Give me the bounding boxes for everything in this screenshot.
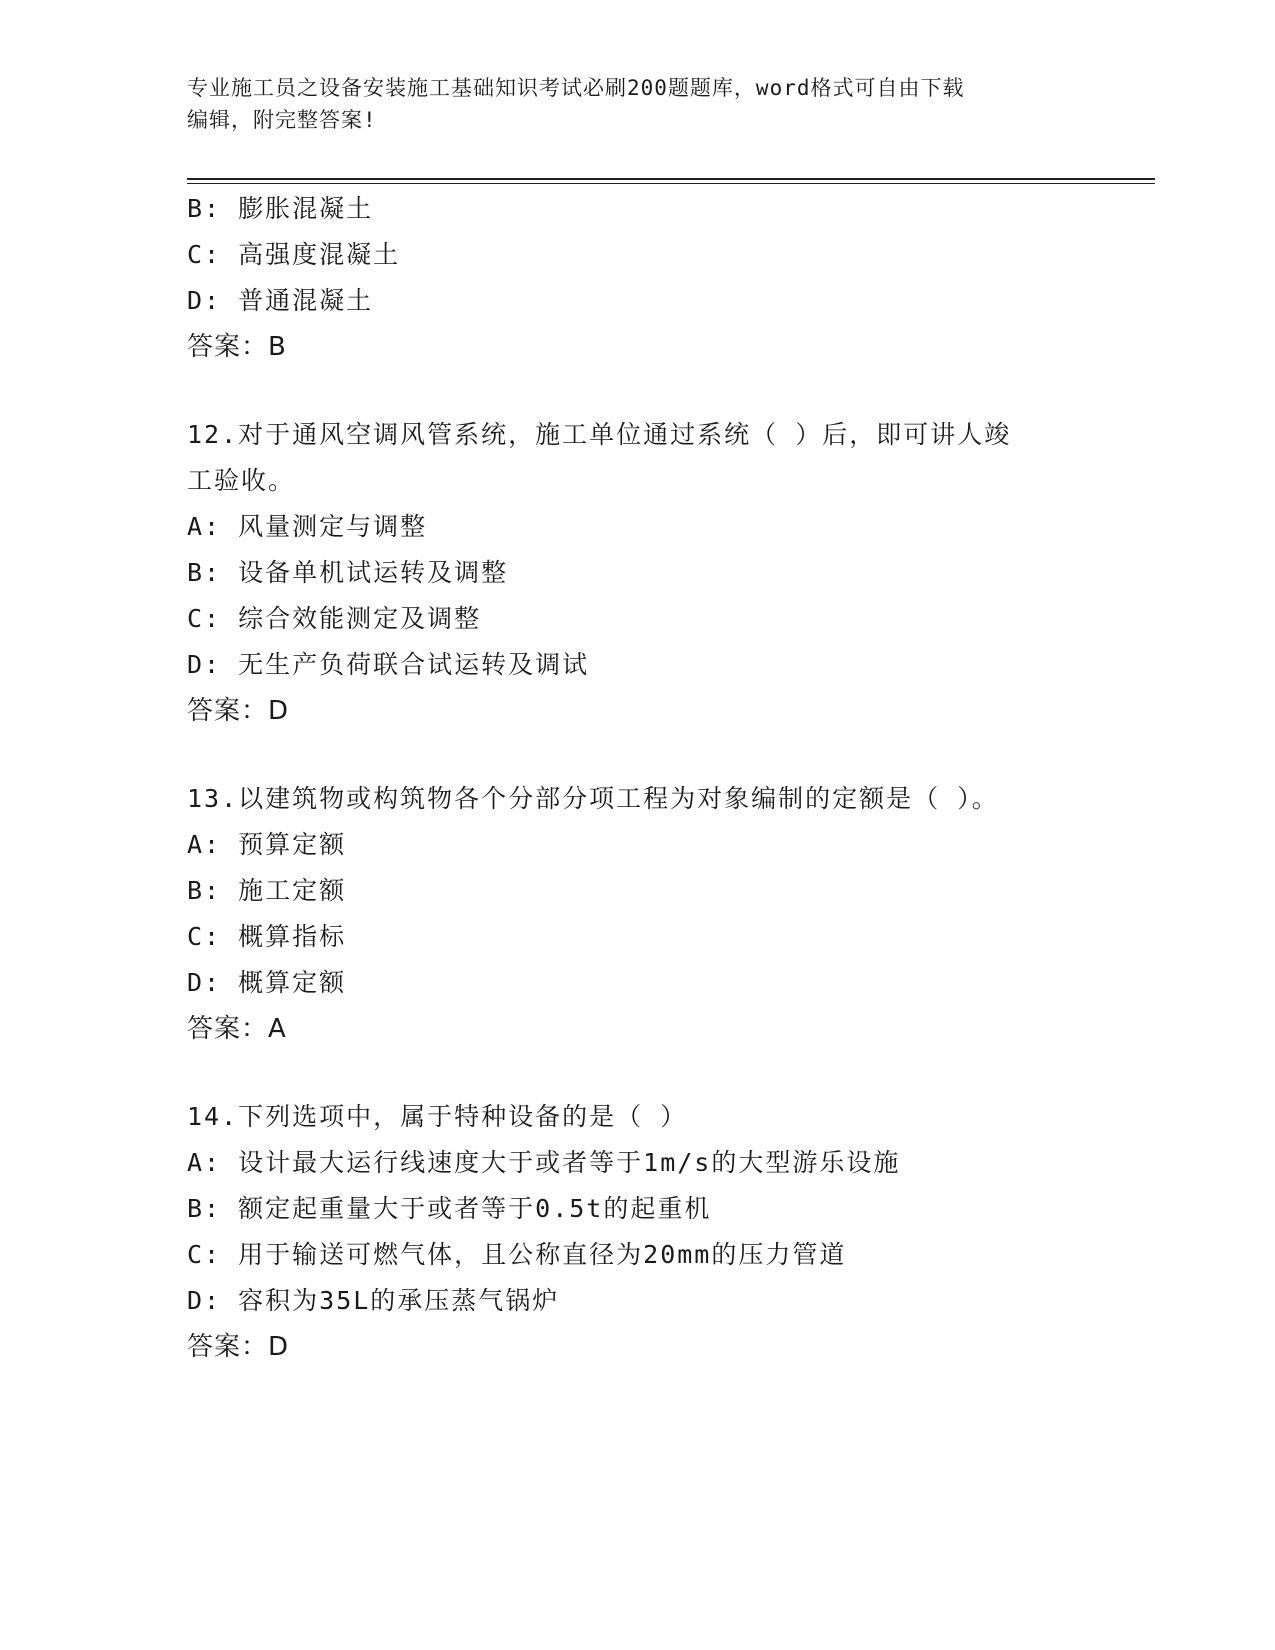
option-b: B: 膨胀混凝土 — [187, 194, 374, 223]
option-b: B: 施工定额 — [187, 876, 347, 905]
answer-line: 答案：D — [187, 696, 290, 726]
document-header — [187, 72, 1067, 136]
option-a: A: 设计最大运行线速度大于或者等于1m/s的大型游乐设施 — [187, 1148, 901, 1177]
question-stem-continued: 工验收。 — [187, 466, 296, 495]
option-d: D: 概算定额 — [187, 968, 347, 997]
option-a: A: 预算定额 — [187, 830, 347, 859]
header-divider — [187, 178, 1155, 180]
question-stem: 13.以建筑物或构筑物各个分部分项工程为对象编制的定额是（ ）。 — [187, 784, 999, 813]
header-line-2: 编辑，附完整答案! — [187, 108, 377, 132]
question-stem: 14.下列选项中，属于特种设备的是（ ） — [187, 1102, 688, 1131]
option-c: C: 综合效能测定及调整 — [187, 604, 482, 633]
option-b: B: 额定起重量大于或者等于0.5t的起重机 — [187, 1194, 712, 1223]
answer-line: 答案：D — [187, 1332, 290, 1362]
answer-line: 答案：B — [187, 332, 287, 362]
question-list — [187, 186, 1087, 1370]
header-line-1: 专业施工员之设备安装施工基础知识考试必刷200题题库，word格式可自由下载 — [187, 76, 965, 100]
question-11-fragment — [187, 186, 1087, 370]
option-d: D: 容积为35L的承压蒸气锅炉 — [187, 1286, 560, 1315]
option-a: A: 风量测定与调整 — [187, 512, 428, 541]
option-d: D: 普通混凝土 — [187, 286, 374, 315]
question-13 — [187, 776, 1087, 1052]
question-stem: 12.对于通风空调风管系统，施工单位通过系统（ ）后，即可讲人竣 — [187, 420, 1012, 449]
option-b: B: 设备单机试运转及调整 — [187, 558, 509, 587]
option-c: C: 用于输送可燃气体，且公称直径为20mm的压力管道 — [187, 1240, 847, 1269]
option-c: C: 概算指标 — [187, 922, 347, 951]
option-c: C: 高强度混凝土 — [187, 240, 401, 269]
question-12 — [187, 412, 1087, 734]
option-d: D: 无生产负荷联合试运转及调试 — [187, 650, 590, 679]
header-divider-thin — [187, 183, 1155, 184]
question-14 — [187, 1094, 1087, 1370]
answer-line: 答案：A — [187, 1014, 287, 1044]
